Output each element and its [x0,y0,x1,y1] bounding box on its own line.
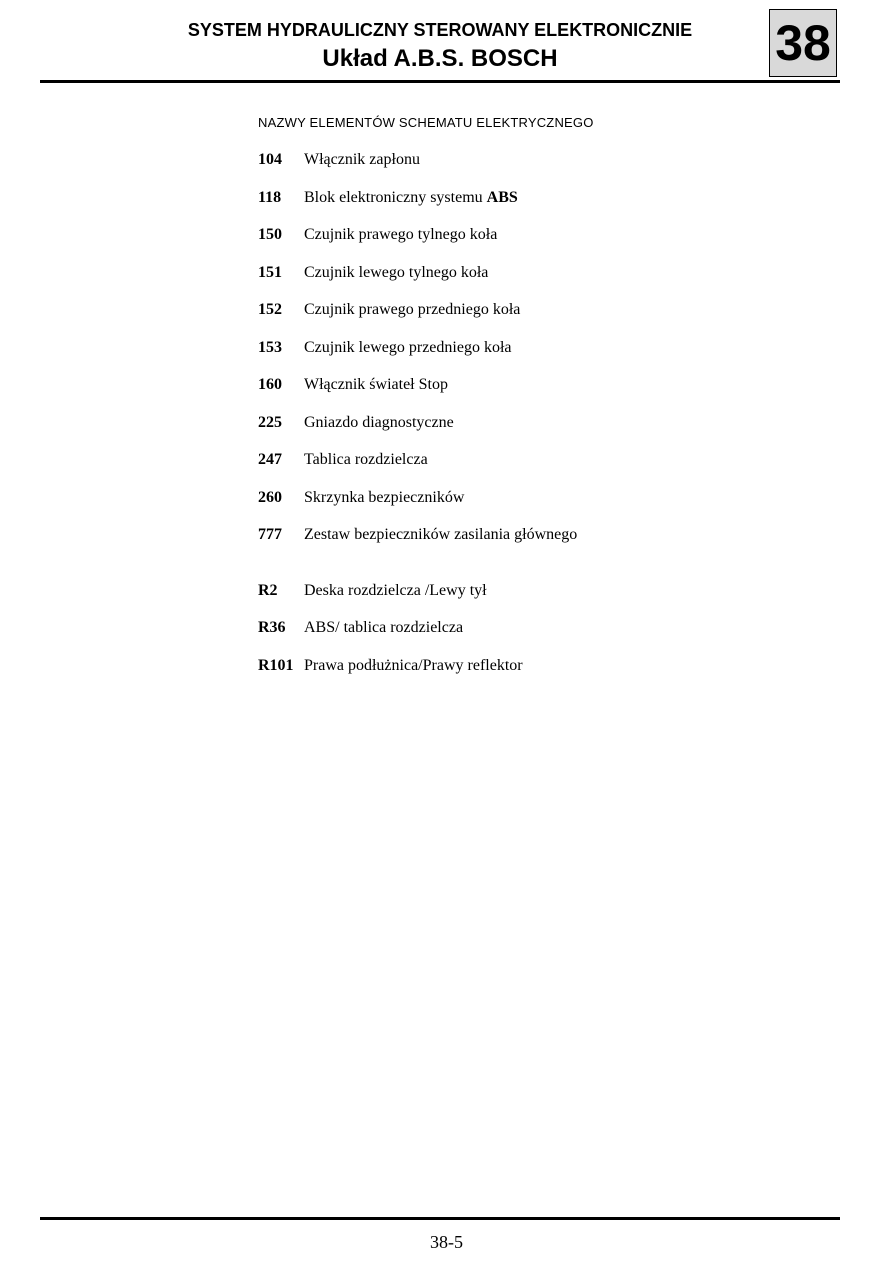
component-description [304,187,518,209]
component-description: Tablica rozdzielcza [304,451,428,468]
connector-description: Prawa podłużnica/Prawy reflektor [304,656,523,674]
legend-row [258,524,758,562]
header-title-line2: Układ A.B.S. BOSCH [322,45,558,72]
connector-row [258,580,758,618]
footer-divider [40,1217,840,1220]
legend-row [258,487,758,525]
component-code: 151 [258,263,282,281]
section-heading: NAZWY ELEMENTÓW SCHEMATU ELEKTRYCZNEGO [258,115,594,130]
connector-code: R2 [258,581,278,599]
component-description: Czujnik prawego tylnego koła [304,226,498,243]
component-description-text: Blok elektroniczny systemu [304,188,483,206]
component-description-bold: ABS [486,188,518,206]
component-description: Czujnik lewego przedniego koła [304,338,512,356]
legend-row [258,262,758,300]
component-code: 225 [258,413,282,431]
connector-description: ABS/ tablica rozdzielcza [304,619,464,636]
component-code: 777 [258,526,282,543]
component-description: Czujnik prawego przedniego koła [304,301,521,318]
connector-code: R101 [258,656,294,674]
connector-description: Deska rozdzielcza /Lewy tył [304,581,487,599]
header-divider [40,80,840,83]
component-description: Gniazdo diagnostyczne [304,413,454,431]
component-legend [258,149,758,692]
component-description: Czujnik lewego tylnego koła [304,263,489,281]
header-title-line1: SYSTEM HYDRAULICZNY STEROWANY ELEKTRONICZNIE [187,20,693,40]
component-code: 118 [258,188,282,206]
connector-code: R36 [258,619,286,636]
legend-row [258,337,758,375]
component-description: Włącznik świateł Stop [304,376,448,393]
component-code: 247 [258,451,282,468]
legend-row [258,299,758,337]
component-description: Włącznik zapłonu [304,151,420,168]
connector-row [258,655,758,693]
legend-row [258,449,758,487]
legend-row [258,374,758,412]
component-code: 153 [258,338,282,356]
component-code: 150 [258,226,282,243]
component-code: 160 [258,376,282,393]
legend-row [258,224,758,262]
page-number: 38-5 [430,1232,463,1252]
component-description: Skrzynka bezpieczników [304,488,465,506]
component-code: 104 [258,151,282,168]
legend-row [258,187,758,225]
component-code: 260 [258,488,282,506]
legend-row [258,412,758,450]
chapter-number-badge: 38 [769,9,837,77]
component-description: Zestaw bezpieczników zasilania głównego [304,526,578,543]
legend-row [258,149,758,187]
connector-row [258,617,758,655]
component-code: 152 [258,301,282,318]
